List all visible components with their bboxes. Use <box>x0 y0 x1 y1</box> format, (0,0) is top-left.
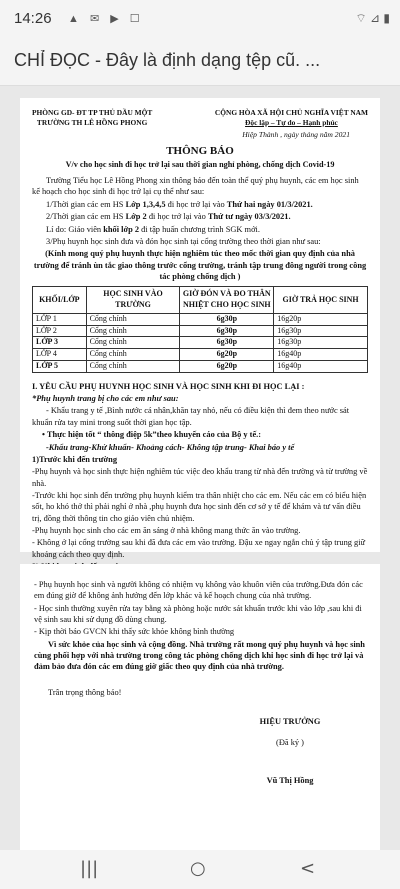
col-leave-header: GIỜ TRẢ HỌC SINH <box>274 287 368 314</box>
issuer-school: TRƯỜNG TH LÊ HỒNG PHONG <box>36 117 148 127</box>
reason-rest: đi tập huấn chương trình SGK mới. <box>139 224 260 234</box>
cell-grade: LỚP 5 <box>33 361 87 373</box>
table-row <box>33 325 368 337</box>
signature-note: (Đã ký ) <box>276 738 304 748</box>
item-2-text: 2/Thời gian các em HS <box>46 212 126 222</box>
table-row <box>33 337 368 349</box>
document-page-2[interactable] <box>20 564 380 850</box>
table-row <box>33 349 368 361</box>
issuer-block <box>32 108 152 128</box>
before-item-2: -Trước khi học sinh đến trường phụ huynh kiểm tra thân nhiệt cho các em. Nếu các em có biểu hiện sốt, ho khó thở thì phải nghỉ ở nhà ,phụ huynh đưa học sinh đến cơ sở y tế để khám và tư vấn điều trị, đồng thời thông tin cho giáo viên chủ nhiệm. <box>32 490 367 523</box>
item-1 <box>32 199 368 210</box>
item-3: 3/Phụ huynh học sinh đưa và đón học sinh tại cổng trường theo thời gian như sau: <box>46 236 321 246</box>
cell-leave: 16g30p <box>274 337 368 349</box>
cell-grade: LỚP 1 <box>33 313 87 325</box>
nation-name: CỘNG HÒA XÃ HỘI CHỦ NGHĨA VIỆT NAM <box>214 108 368 117</box>
arrival-item-3: - Kịp thời báo GVCN khi thấy sức khỏe không bình thường <box>34 627 235 637</box>
item-1-date: Thứ hai ngày 01/3/2021. <box>226 199 313 209</box>
national-motto <box>215 108 368 128</box>
signature-title: HIỆU TRƯỞNG <box>259 717 321 727</box>
cell-gate: Cổng chính <box>86 325 180 337</box>
table-header-row <box>33 287 368 314</box>
cell-grade: LỚP 4 <box>33 349 87 361</box>
cell-arrive: 6g30p <box>180 313 274 325</box>
item-2-mid: đi học trở lại vào <box>146 212 208 222</box>
item-2 <box>32 211 368 222</box>
equipment-heading: *Phụ huynh trang bị cho các em như sau: <box>32 394 179 404</box>
reason-note <box>32 224 368 235</box>
cell-leave: 16g40p <box>274 361 368 373</box>
issuer-department: PHÒNG GD- ĐT TP THỦ DẦU MỘT <box>32 108 153 117</box>
table-row <box>33 313 368 325</box>
app-bar <box>0 40 400 86</box>
cell-leave: 16g20p <box>274 313 368 325</box>
cell-grade: LỚP 2 <box>33 325 87 337</box>
cell-leave: 16g30p <box>274 325 368 337</box>
arrival-item-1: - Phụ huynh học sinh và người không có nhiệm vụ không vào khuôn viên của trường.Đưa đón các em đúng giờ để không ảnh hưởng đến lớp khác và kế hoạch chung của nhà trường. <box>34 580 363 601</box>
signature-name: Vũ Thị Hồng <box>266 775 314 785</box>
read-only-title[interactable]: CHỈ ĐỌC - Đây là định dạng tệp cũ. ... <box>14 50 321 70</box>
document-subject: V/v cho học sinh đi học trở lại sau thời gian nghỉ phòng, chống dịch Covid-19 <box>65 160 335 170</box>
system-icons: ⌔ ⊿ ▮ <box>355 11 390 25</box>
equipment-item: - Khẩu trang y tế ,Bình nước cá nhân,khăn tay nhỏ, nếu có điều kiện thì đem theo nước sát khuẩn rửa tay mini trong suốt thời gian học tập. <box>32 406 350 427</box>
before-school-heading: 1)Trước khi đến trường <box>32 454 118 464</box>
cell-arrive: 6g30p <box>180 337 274 349</box>
nation-motto: Độc lập – Tự do – Hạnh phúc <box>245 117 338 127</box>
appeal-paragraph: Vì sức khỏe của học sinh và cộng đồng. Nhà trường rất mong quý phụ huynh và học sinh cùng phối hợp với nhà trường trong công tác phòng chống dịch khi học sinh đi học trở lại và đảm bảo đưa đón các em đúng giờ giấc theo quy định của nhà trường. <box>34 639 365 672</box>
reason-grade: khối lớp 2 <box>103 224 140 234</box>
notification-icons: ▲ ✉ ▶ ☐ <box>68 13 144 25</box>
back-button[interactable]: < <box>300 858 316 879</box>
col-gate-header: HỌC SINH VÀO TRƯỜNG <box>86 287 180 314</box>
home-button[interactable]: ○ <box>190 858 206 879</box>
closing-line: Trân trọng thông báo! <box>48 687 122 697</box>
cell-arrive: 6g20p <box>180 361 274 373</box>
intro-paragraph: Trường Tiểu học Lê Hồng Phong xin thông báo đến toàn thể quý phụ huynh, các em học sinh kế hoạch cho học sinh đi học trở lại cụ thể như sau: <box>32 176 359 197</box>
cell-gate: Cổng chính <box>86 349 180 361</box>
col-grade-header: KHỐI/LỚP <box>33 287 87 314</box>
item-2-grade: Lớp 2 <box>125 212 147 222</box>
cell-gate: Cổng chính <box>86 337 180 349</box>
document-date: Hiệp Thành , ngày tháng năm 2021 <box>242 129 350 139</box>
document-title: THÔNG BÁO <box>166 145 234 158</box>
cell-gate: Cổng chính <box>86 313 180 325</box>
item-1-mid: đi học trở lại vào <box>165 199 227 209</box>
schedule-table <box>32 286 368 373</box>
request-paragraph: (Kính mong quý phụ huynh thực hiện nghiêm túc theo mốc thời gian quy định của nhà trường để tránh ùn tắc giao thông trước cổng trường, tránh tập trung đông người trong công tác phòng chống dịch ) <box>33 249 367 281</box>
reason-text: Lí do: Giáo viên <box>46 224 104 234</box>
cell-grade: LỚP 3 <box>33 337 87 349</box>
message-5k-heading: • Thực hiện tốt “ thông điệp 5k”theo khuyến cáo của Bộ y tế.: <box>42 430 262 440</box>
recent-apps-button[interactable]: ||| <box>80 858 99 879</box>
document-header <box>32 108 368 128</box>
document-page-1[interactable] <box>20 98 380 559</box>
arrival-item-2: - Học sinh thường xuyên rửa tay bằng xà phòng hoặc nước sát khuẩn trước khi vào lớp ,sau khi đi vệ sinh sau khi sử dụng đồ dùng chung. <box>34 603 362 625</box>
table-row <box>33 361 368 373</box>
cell-leave: 16g40p <box>274 349 368 361</box>
cell-arrive: 6g20p <box>180 349 274 361</box>
col-arrive-header: GIỜ ĐÓN VÀ ĐO THÂN NHIỆT CHO HỌC SINH <box>180 287 274 314</box>
before-item-1: -Phụ huynh và học sinh thực hiện nghiêm túc việc đeo khẩu trang từ nhà đến trường và từ trường về nhà. <box>32 467 368 488</box>
status-bar <box>0 0 400 40</box>
before-item-4: - Không ở lại cổng trường sau khi đã đưa các em vào trường. Đậu xe ngay ngắn chủ ý tập trung giữ khoảng cách theo quy định. <box>32 538 366 559</box>
item-1-text: 1/Thời gian các em HS <box>46 199 126 209</box>
section-1-heading: I. YÊU CẦU PHỤ HUYNH HỌC SINH VÀ HỌC SINH KHI ĐI HỌC LẠI : <box>32 381 305 391</box>
before-item-3: -Phụ huynh học sinh cho các em ăn sáng ở nhà không mang thức ăn vào trường. <box>32 525 301 535</box>
message-5k-list: -Khẩu trang-Khử khuẩn- Khoảng cách- Không tập trung- Khai báo y tế <box>46 442 295 452</box>
status-time: 14:26 <box>14 10 52 27</box>
item-1-grades: Lớp 1,3,4,5 <box>125 199 166 209</box>
item-2-date: Thứ tư ngày 03/3/2021. <box>207 212 291 222</box>
cell-gate: Cổng chính <box>86 361 180 373</box>
navigation-bar <box>0 850 400 889</box>
cell-arrive: 6g30p <box>180 325 274 337</box>
